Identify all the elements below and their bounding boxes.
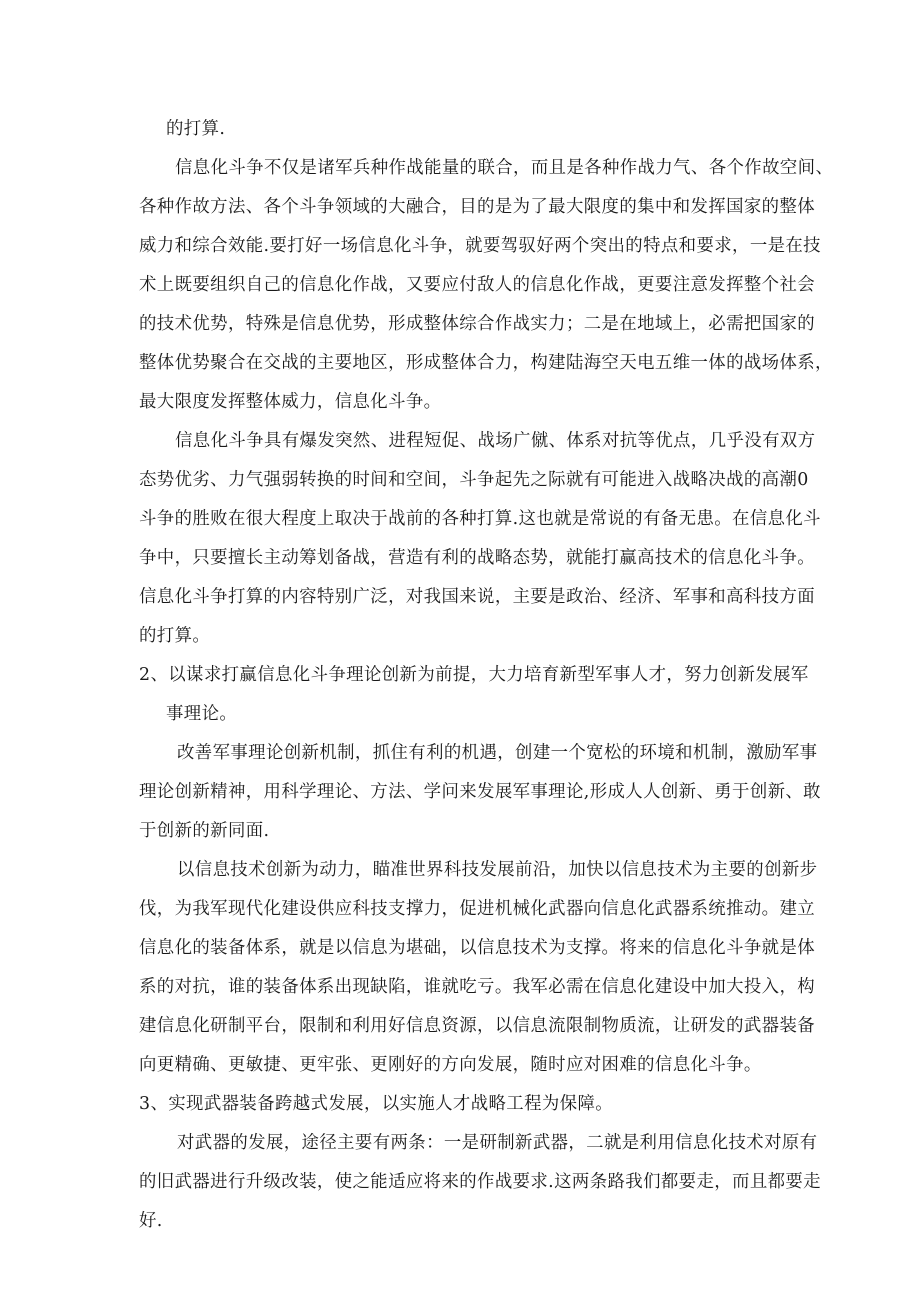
text-line: 信息化的装备体系，就是以信息为堪础，以信息技术为支撑。将来的信息化斗争就是体 <box>139 938 816 958</box>
text-line: 于创新的新同面. <box>139 821 270 841</box>
text-line: 好. <box>139 1211 163 1231</box>
text-line: 向更精确、更敏捷、更牢张、更刚好的方向发展，随时应对困难的信息化斗争。 <box>139 1055 762 1075</box>
text-line: 威力和综合效能.要打好一场信息化斗争，就要驾驭好两个突出的特点和要求，一是在技 <box>139 236 821 256</box>
text-line: 对武器的发展，途径主要有两条：一是研制新武器，二就是利用信息化技术对原有 <box>177 1133 818 1153</box>
text-line: 态势优劣、力气强弱转换的时间和空间，斗争起先之际就有可能进入战略决战的高潮0 <box>139 470 809 490</box>
text-line: 以信息技术创新为动力，瞄准世界科技发展前沿，加快以信息技术为主要的创新步 <box>177 860 818 880</box>
text-line: 争中，只要擅长主动筹划备战，营造有利的战略态势，就能打赢高技术的信息化斗争。 <box>139 548 816 568</box>
text-line: 斗争的胜败在很大程度上取决于战前的各种打算.这也就是常说的有备无患。在信息化斗 <box>139 509 821 529</box>
text-line: 整体优势聚合在交战的主要地区，形成整体合力，构建陆海空天电五维一体的战场体系， <box>139 353 833 373</box>
section-heading: 3、实现武器装备跨越式发展，以实施人才战略工程为保障。 <box>139 1094 614 1114</box>
section-heading: 事理论。 <box>166 704 238 724</box>
text-line: 的技术优势，特殊是信息优势，形成整体综合作战实力；二是在地域上，必需把国家的 <box>139 314 816 334</box>
text-line: 的打算。 <box>139 626 211 646</box>
text-line: 系的对抗，谁的装备体系出现缺陷，谁就吃亏。我军必需在信息化建设中加大投入，构 <box>139 977 816 997</box>
section-heading: 2、以谋求打赢信息化斗争理论创新为前提，大力培育新型军事人才，努力创新发展军 <box>139 665 809 685</box>
text-line: 的旧武器进行升级改装，使之能适应将来的作战要求.这两条路我们都要走，而且都要走 <box>139 1172 821 1192</box>
text-line: 信息化斗争具有爆发突然、进程短促、战场广僦、体系对抗等优点，几乎没有双方 <box>175 431 816 451</box>
text-line: 信息化斗争不仅是诸军兵种作战能量的联合，而且是各种作战力气、各个作故空间、 <box>175 158 834 178</box>
text-line: 理论创新精神，用科学理论、方法、学问来发展军事理论,形成人人创新、勇于创新、敢 <box>139 782 821 802</box>
text-line: 的打算. <box>166 119 226 139</box>
text-line: 改善军事理论创新机制，抓住有利的机遇，创建一个宽松的环境和机制，激励军事 <box>177 743 818 763</box>
text-line: 信息化斗争打算的内容特别广泛，对我国来说，主要是政治、经济、军事和高科技方面 <box>139 587 816 607</box>
text-line: 建信息化研制平台，限制和利用好信息资源，以信息流限制物质流，让研发的武器装备 <box>139 1016 816 1036</box>
text-line: 最大限度发挥整体威力，信息化斗争。 <box>139 392 442 412</box>
text-line: 各种作故方法、各个斗争领域的大融合，目的是为了最大限度的集中和发挥国家的整体 <box>139 197 816 217</box>
text-line: 伐，为我军现代化建设供应科技支撑力，促进机械化武器向信息化武器系统推动。建立 <box>139 899 816 919</box>
text-line: 术上既要组织自己的信息化作战，又要应付敌人的信息化作战，更要注意发挥整个社会 <box>139 275 816 295</box>
